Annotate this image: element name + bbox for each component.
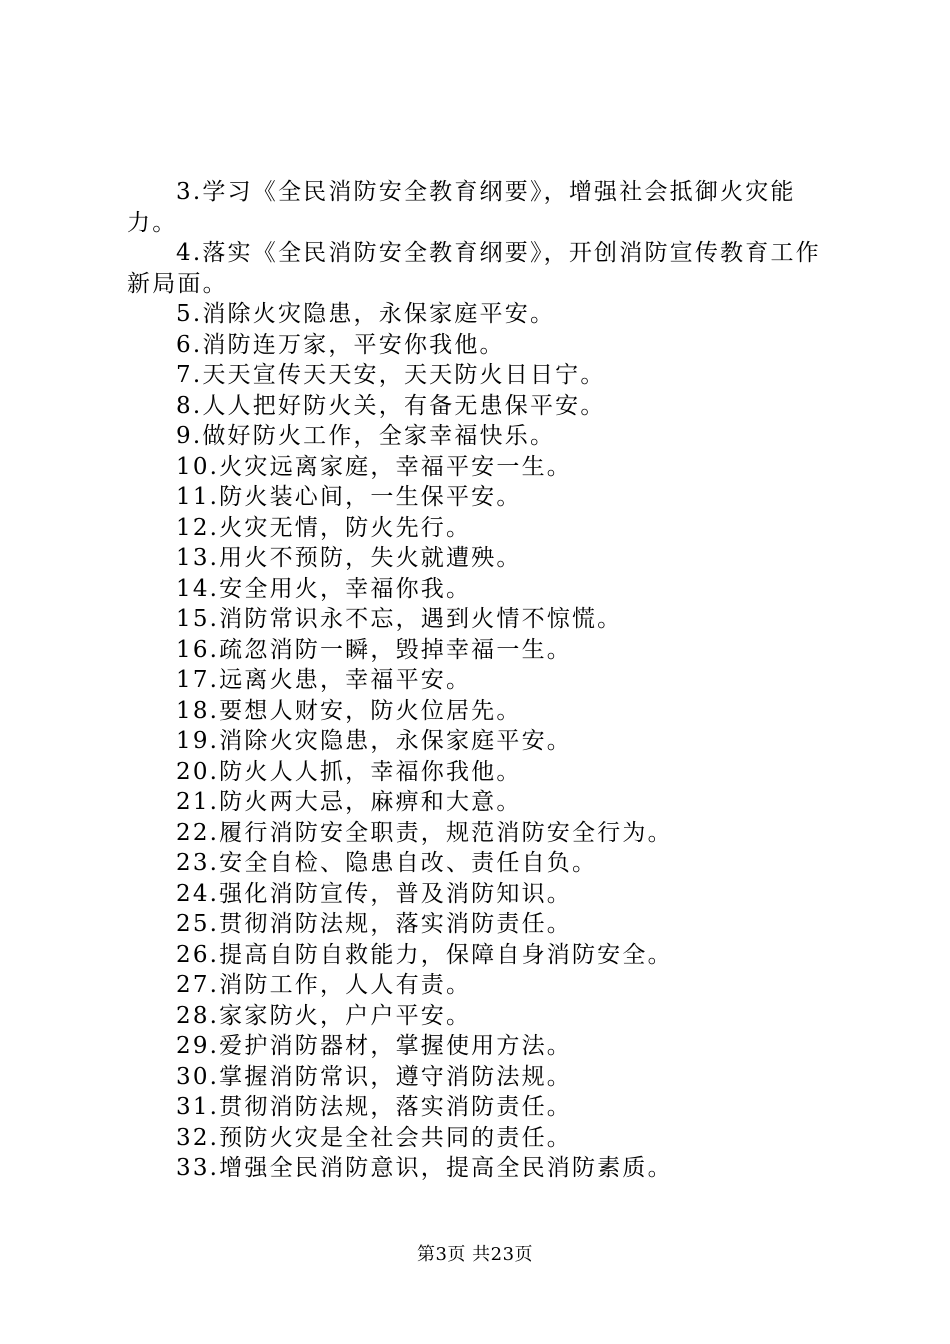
slogan-item-15: 15.消防常识永不忘，遇到火情不惊慌。 bbox=[176, 606, 623, 632]
slogan-item-24: 24.强化消防宣传，普及消防知识。 bbox=[176, 880, 572, 907]
slogan-item-6: 6.消防连万家，平安你我他。 bbox=[176, 331, 505, 358]
slogan-item-31: 31.贯彻消防法规，落实消防责任。 bbox=[176, 1094, 572, 1120]
slogan-item-14: 14.安全用火，幸福你我。 bbox=[176, 575, 472, 602]
slogan-item-26: 26.提高自防自救能力，保障自身消防安全。 bbox=[176, 941, 673, 968]
slogan-item-7: 7.天天宣传天天安，天天防火日日宁。 bbox=[176, 362, 606, 388]
slogan-item-29: 29.爱护消防器材，掌握使用方法。 bbox=[176, 1033, 572, 1059]
slogan-item-18: 18.要想人财安，防火位居先。 bbox=[176, 697, 522, 724]
slogan-item-22: 22.履行消防安全职责，规范消防安全行为。 bbox=[176, 819, 673, 846]
slogan-item-16: 16.疏忽消防一瞬，毁掉幸福一生。 bbox=[176, 636, 572, 663]
slogan-item-27: 27.消防工作，人人有责。 bbox=[176, 972, 472, 998]
slogan-item-10: 10.火灾远离家庭，幸福平安一生。 bbox=[176, 453, 572, 480]
slogan-item-11: 11.防火装心间，一生保平安。 bbox=[176, 484, 522, 510]
slogan-item-12: 12.火灾无情，防火先行。 bbox=[176, 514, 472, 541]
slogan-item-30: 30.掌握消防常识，遵守消防法规。 bbox=[176, 1063, 572, 1090]
page-number-footer: 第3页 共23页 bbox=[416, 1244, 534, 1265]
slogan-item-21: 21.防火两大忌，麻痹和大意。 bbox=[176, 789, 522, 815]
slogan-item-19: 19.消除火灾隐患，永保家庭平安。 bbox=[176, 728, 572, 754]
slogan-item-8: 8.人人把好防火关，有备无患保平安。 bbox=[176, 392, 606, 419]
slogan-item-28: 28.家家防火，户户平安。 bbox=[176, 1002, 472, 1029]
slogan-item-23: 23.安全自检、隐患自改、责任自负。 bbox=[176, 850, 598, 876]
slogan-item-4: 4.落实《全民消防安全教育纲要》，开创消防宣传教育工作新局面。 bbox=[127, 240, 821, 297]
slogan-item-9: 9.做好防火工作，全家幸福快乐。 bbox=[176, 423, 556, 449]
slogan-item-32: 32.预防火灾是全社会共同的责任。 bbox=[176, 1124, 572, 1151]
slogan-item-3: 3.学习《全民消防安全教育纲要》，增强社会抵御火灾能力。 bbox=[127, 179, 796, 236]
slogan-item-33: 33.增强全民消防意识，提高全民消防素质。 bbox=[176, 1155, 673, 1181]
slogan-item-13: 13.用火不预防，失火就遭殃。 bbox=[176, 545, 522, 571]
slogan-item-17: 17.远离火患，幸福平安。 bbox=[176, 667, 472, 693]
slogan-item-25: 25.贯彻消防法规，落实消防责任。 bbox=[176, 911, 572, 937]
slogan-item-20: 20.防火人人抓，幸福你我他。 bbox=[176, 758, 522, 785]
document-body bbox=[127, 177, 835, 1184]
slogan-item-5: 5.消除火灾隐患，永保家庭平安。 bbox=[176, 301, 556, 327]
